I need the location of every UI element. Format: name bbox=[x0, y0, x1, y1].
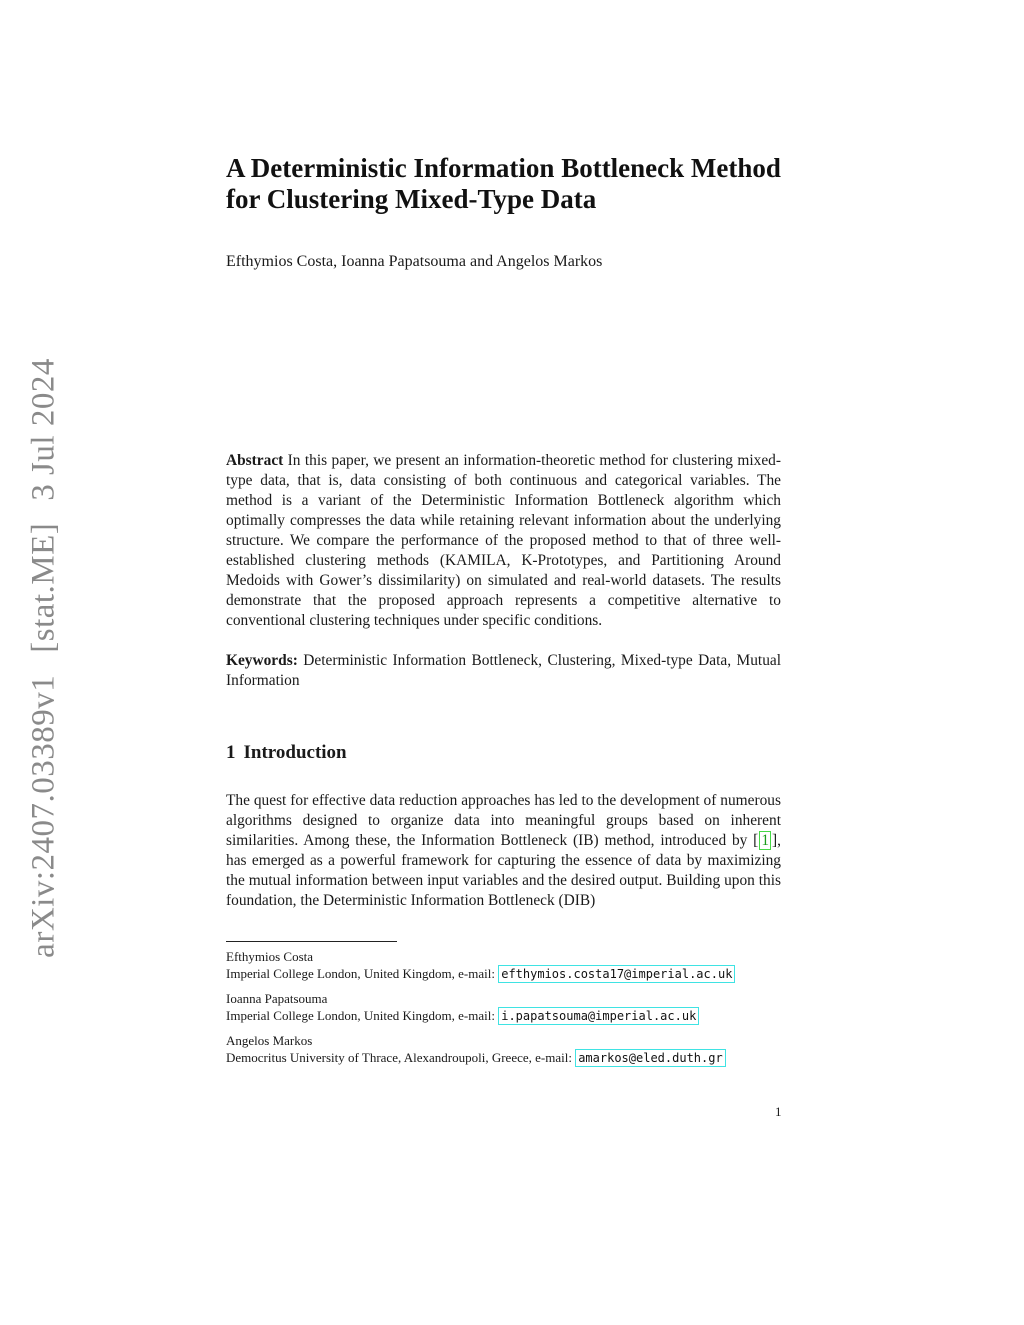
section-heading-introduction bbox=[226, 741, 347, 765]
arxiv-date: 3 Jul 2024 bbox=[25, 358, 62, 501]
arxiv-category: [stat.ME] bbox=[25, 522, 62, 653]
intro-text-before: The quest for effective data reduction approaches has led to the development of numerous algorithms designed to organize data into meaningful groups based on inherent similarities. Among these, the Information Bottleneck (IB) method, introduced by [ bbox=[226, 792, 781, 849]
affiliation-details bbox=[226, 965, 735, 983]
citation-link[interactable] bbox=[759, 831, 771, 850]
abstract bbox=[226, 451, 781, 631]
affiliation-institution: Imperial College London, United Kingdom, e-mail: bbox=[226, 966, 495, 981]
affiliation-details bbox=[226, 1007, 699, 1025]
affiliation-name: Angelos Markos bbox=[226, 1033, 313, 1048]
abstract-label: Abstract bbox=[226, 452, 284, 469]
title-line-1: A Deterministic Information Bottleneck Method bbox=[226, 153, 781, 183]
keywords-text: Deterministic Information Bottleneck, Clustering, Mixed-type Data, Mutual Information bbox=[226, 652, 781, 689]
affiliation-name: Ioanna Papatsouma bbox=[226, 991, 328, 1006]
keywords-label: Keywords: bbox=[226, 652, 298, 669]
intro-text-after: ], has emerged as a powerful framework for capturing the essence of data by maximizing the mutual information between input variables and the desired output. Building upon this foundation, the Deterministic Information Bottleneck (DIB) bbox=[226, 832, 781, 909]
arxiv-stamp bbox=[26, 358, 63, 958]
affiliation-institution: Imperial College London, United Kingdom, e-mail: bbox=[226, 1008, 495, 1023]
email-link[interactable]: efthymios.costa17@imperial.ac.uk bbox=[498, 965, 735, 983]
author-list: Efthymios Costa, Ioanna Papatsouma and Angelos Markos bbox=[226, 253, 603, 270]
keywords bbox=[226, 651, 781, 691]
paper-title bbox=[226, 153, 806, 215]
section-number: 1 bbox=[226, 742, 236, 763]
introduction-paragraph bbox=[226, 791, 781, 911]
footnote-divider bbox=[226, 941, 397, 942]
affiliation-costa bbox=[226, 948, 735, 983]
email-link[interactable]: i.papatsouma@imperial.ac.uk bbox=[498, 1007, 699, 1025]
section-title: Introduction bbox=[243, 742, 347, 763]
arxiv-id[interactable]: arXiv:2407.03389v1 bbox=[25, 674, 62, 958]
citation-number: 1 bbox=[761, 832, 770, 849]
title-line-2: for Clustering Mixed-Type Data bbox=[226, 184, 597, 214]
affiliation-institution: Democritus University of Thrace, Alexandroupoli, Greece, e-mail: bbox=[226, 1050, 572, 1065]
email-link[interactable]: amarkos@eled.duth.gr bbox=[575, 1049, 726, 1067]
affiliation-markos bbox=[226, 1032, 726, 1067]
affiliation-name: Efthymios Costa bbox=[226, 949, 314, 964]
affiliation-details bbox=[226, 1049, 726, 1067]
abstract-text: In this paper, we present an information-theoretic method for clustering mixed-type data, that is, data consisting of both continuous and categorical variables. The method is a variant of the Deterministic Information Bottleneck algorithm which optimally compresses the data while retaining relevant information about the underlying structure. We compare the performance of the proposed method to that of three well-established clustering methods (KAMILA, K-Prototypes, and Partitioning Around Medoids with Gower’s dissimilarity) on simulated and real-world datasets. The results demonstrate that the proposed approach represents a competitive alternative to conventional clustering techniques under specific conditions. bbox=[226, 452, 781, 629]
affiliation-papatsouma bbox=[226, 990, 699, 1025]
page-number: 1 bbox=[775, 1104, 782, 1119]
